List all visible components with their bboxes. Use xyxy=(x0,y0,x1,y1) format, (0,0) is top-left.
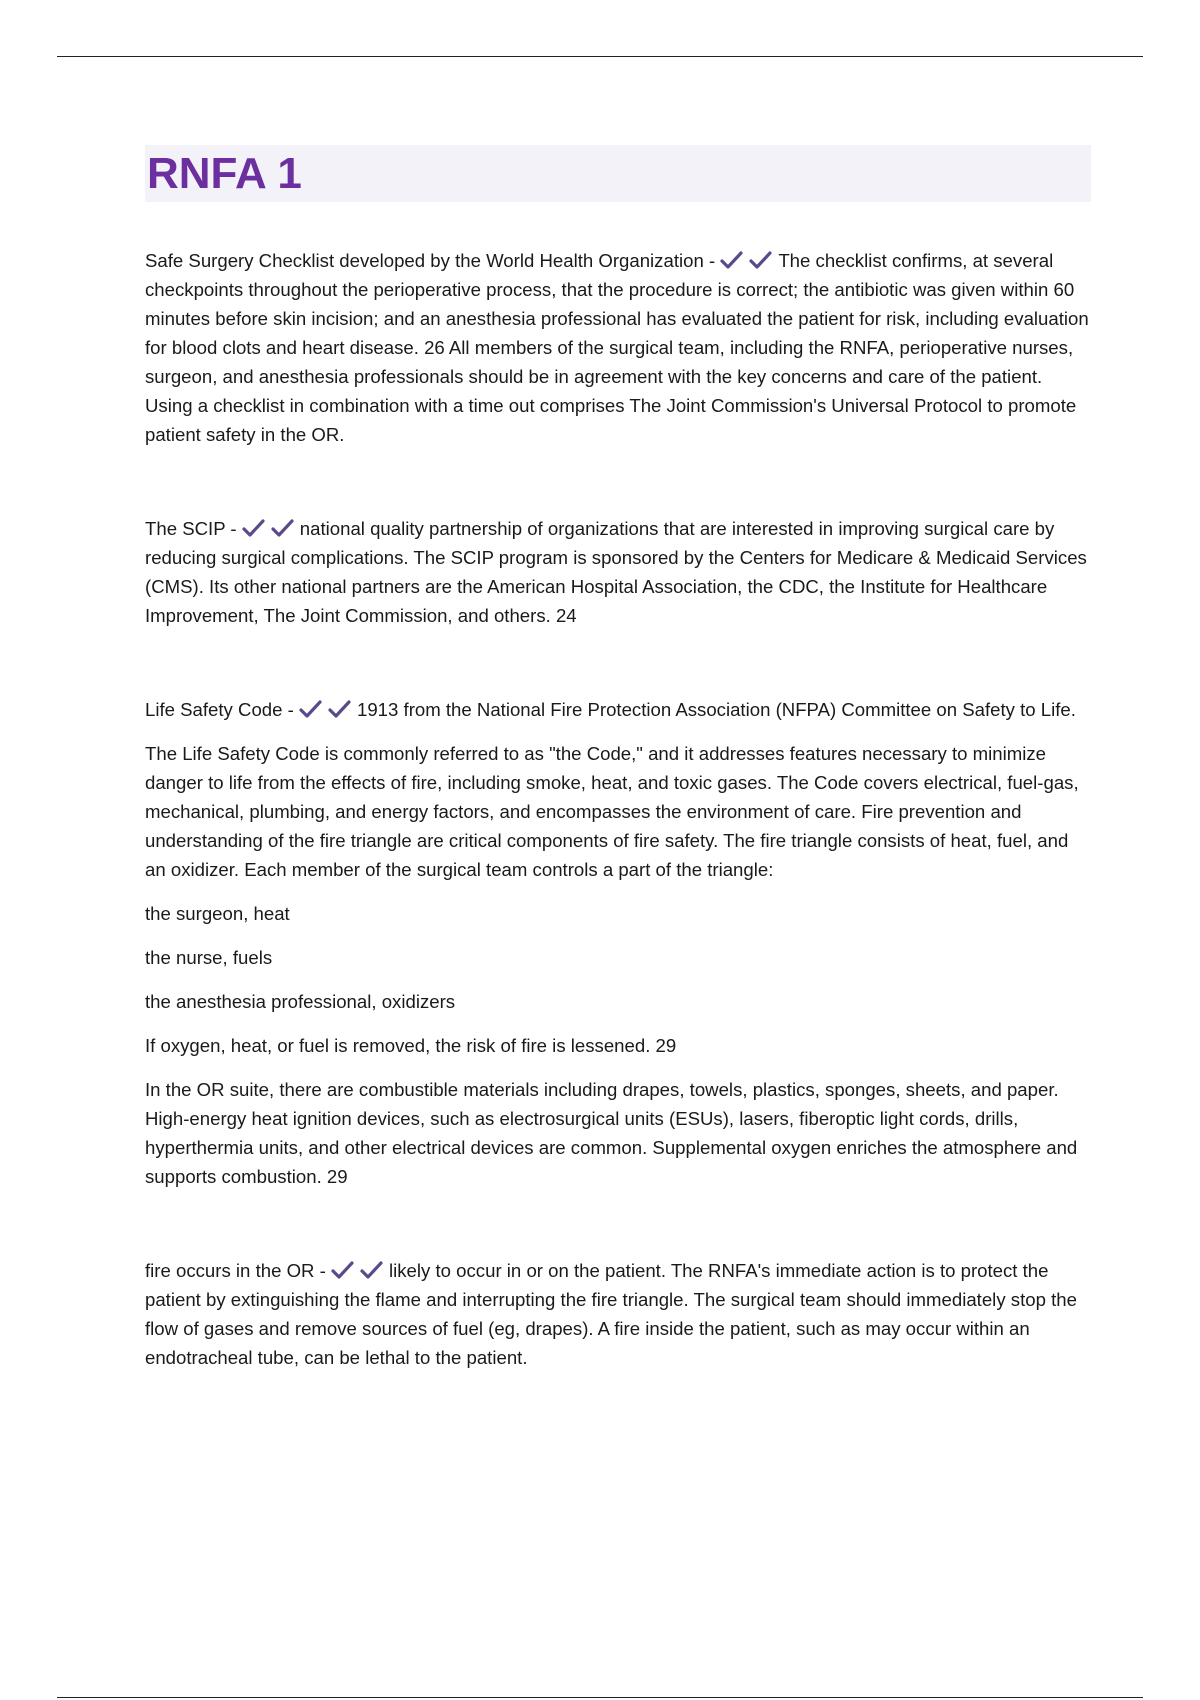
paragraph-combustible-materials: In the OR suite, there are combustible materials including drapes, towels, plastics, sponges, sheets, and paper. High-energy heat ignition devices, such as electrosurgical units (ESUs), lasers, fiberoptic light cords, drills, hyperthermia units, and other electrical devices are common. Supplemental oxygen enriches the atmosphere and supports combustion. 29 xyxy=(145,1079,1078,1187)
paragraph-fire-risk: If oxygen, heat, or fuel is removed, the risk of fire is lessened. 29 xyxy=(145,1035,677,1056)
paragraph-surgeon-heat: the surgeon, heat xyxy=(145,903,290,924)
entry-answer: likely to occur in or on the patient. The RNFA's immediate action is to protect the patient by extinguishing the flame and interrupting the fire triangle. The surgical team should immediately stop the flow of gases and remove sources of fuel (eg, drapes). A fire inside the patient, such as may occur within an endotracheal tube, can be lethal to the patient. xyxy=(145,1260,1077,1368)
checkmark-icon xyxy=(749,250,772,270)
entry-answer: 1913 from the National Fire Protection Association (NFPA) Committee on Safety to Life. xyxy=(357,699,1076,720)
entry-term: Safe Surgery Checklist developed by the World Health Organization - xyxy=(145,250,721,271)
checkmark-icon xyxy=(299,699,322,719)
entry-fire-in-or xyxy=(145,1256,1091,1372)
paragraph-nurse-fuels: the nurse, fuels xyxy=(145,947,273,968)
entry-term: Life Safety Code - xyxy=(145,699,299,720)
entry-safe-surgery-checklist xyxy=(145,246,1091,449)
entry-term: fire occurs in the OR - xyxy=(145,1260,331,1281)
entry-term: The SCIP - xyxy=(145,518,242,539)
paragraph-anesthesia-oxidizers: the anesthesia professional, oxidizers xyxy=(145,991,456,1012)
page-content xyxy=(145,145,1091,1372)
entry-line xyxy=(145,695,1091,724)
entry-answer: The checklist confirms, at several checkpoints throughout the perioperative process, that the procedure is correct; the antibiotic was given within 60 minutes before skin incision; and an anesthesia professional has evaluated the patient for risk, including evaluation for blood clots and heart disease. 26 All members of the surgical team, including the RNFA, perioperative nurses, surgeon, and anesthesia professionals should be in agreement with the key concerns and care of the patient. Using a checklist in combination with a time out comprises The Joint Commission's Universal Protocol to promote patient safety in the OR. xyxy=(145,250,1089,445)
top-rule xyxy=(57,56,1143,57)
checkmark-icon xyxy=(360,1260,383,1280)
entry-answer: national quality partnership of organizations that are interested in improving surgical care by reducing surgical complications. The SCIP program is sponsored by the Centers for Medicare & Medicaid Services (CMS). Its other national partners are the American Hospital Association, the CDC, the Institute for Healthcare Improvement, The Joint Commission, and others. 24 xyxy=(145,518,1087,626)
entry-life-safety-code xyxy=(145,695,1091,1191)
checkmark-icon xyxy=(720,250,743,270)
checkmark-icon xyxy=(328,699,351,719)
page-title: RNFA 1 xyxy=(147,148,302,198)
bottom-rule xyxy=(57,1697,1143,1698)
title-band xyxy=(145,145,1091,202)
checkmark-icon xyxy=(242,518,265,538)
checkmark-icon xyxy=(331,1260,354,1280)
paragraph-life-safety-code: The Life Safety Code is commonly referred to as "the Code," and it addresses features necessary to minimize danger to life from the effects of fire, including smoke, heat, and toxic gases. The Code covers electrical, fuel-gas, mechanical, plumbing, and energy factors, and encompasses the environment of care. Fire prevention and understanding of the fire triangle are critical components of fire safety. The fire triangle consists of heat, fuel, and an oxidizer. Each member of the surgical team controls a part of the triangle: xyxy=(145,743,1079,880)
checkmark-icon xyxy=(271,518,294,538)
entry-scip xyxy=(145,514,1091,630)
